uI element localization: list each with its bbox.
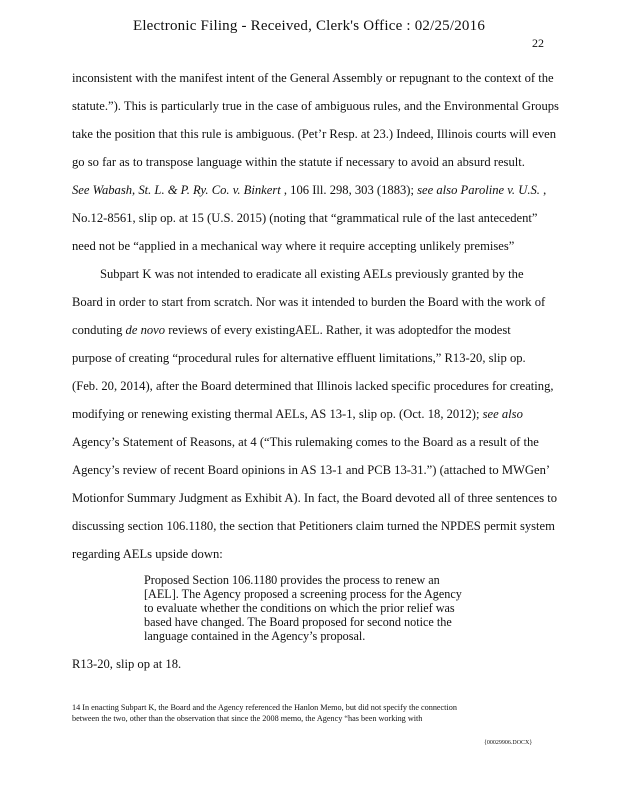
body-line: statute.”). This is particularly true in the case of ambiguous rules, and the Environmental Groups (72, 99, 559, 113)
body-line (72, 407, 523, 422)
italic-signal: see also (482, 407, 523, 421)
quote-citation: R13-20, slip op at 18. (72, 657, 182, 671)
body-line: purpose of creating “procedural rules for alternative effluent limitations,” R13-20, slip op. (72, 351, 526, 365)
body-line (72, 323, 511, 338)
citation-end: , (539, 183, 547, 197)
body-line: go so far as to transpose language within the statute if necessary to avoid an absurd result. (72, 155, 525, 169)
body-line: (Feb. 20, 2014), after the Board determined that Illinois lacked specific procedures for creating, (72, 379, 554, 393)
body-line: Agency’s review of recent Board opinions in AS 13-1 and PCB 13-31.”) (attached to MWGen’ (72, 463, 551, 477)
body-line: Subpart K was not intended to eradicate all existing AELs previously granted by the (100, 267, 524, 281)
body-line: Board in order to start from scratch. Nor was it intended to burden the Board with the work of (72, 295, 546, 309)
body-line: inconsistent with the manifest intent of the General Assembly or repugnant to the context of the (72, 71, 554, 85)
block-quote-line: Proposed Section 106.1180 provides the process to renew an (144, 573, 440, 587)
citation-reporter: , 106 Ill. 298, 303 (1883); (280, 183, 418, 197)
block-quote-line: language contained in the Agency’s proposal. (144, 629, 366, 643)
citation-line: need not be “applied in a mechanical way where it require accepting unlikely premises” (72, 239, 515, 253)
body-line: Agency’s Statement of Reasons, at 4 (“This rulemaking comes to the Board as a result of the (72, 435, 539, 449)
document-id: {00029906.DOCX} (484, 740, 533, 746)
text-run: conduting (72, 323, 126, 337)
block-quote-line: to evaluate whether the conditions on which the prior relief was (144, 601, 455, 615)
case-name-wabash: See Wabash, St. L. & P. Ry. Co. v. Binkert (72, 183, 281, 197)
block-quote-line: based have changed. The Board proposed for second notice the (144, 615, 452, 629)
body-line: discussing section 106.1180, the section that Petitioners claim turned the NPDES permit system (72, 519, 555, 533)
footnote-line: 14 In enacting Subpart K, the Board and the Agency referenced the Hanlon Memo, but did not specify the connection (72, 703, 457, 712)
page-number: 22 (532, 36, 544, 50)
body-line: take the position that this rule is ambiguous. (Pet’r Resp. at 23.) Indeed, Illinois courts will even (72, 127, 557, 141)
italic-term: de novo (125, 323, 166, 337)
footnote-line: between the two, other than the observation that since the 2008 memo, the Agency “has been working with (72, 714, 423, 723)
filing-stamp-header: Electronic Filing - Received, Clerk's Office : 02/25/2016 (132, 18, 486, 34)
block-quote-line: [AEL]. The Agency proposed a screening process for the Agency (144, 587, 462, 601)
case-name-paroline: see also Paroline v. U.S. (417, 183, 540, 197)
citation-line: No.12-8561, slip op. at 15 (U.S. 2015) (noting that “grammatical rule of the last antecedent” (72, 211, 538, 225)
text-run: reviews of every existingAEL. Rather, it was adoptedfor the modest (165, 323, 511, 337)
text-run: modifying or renewing existing thermal AELs, AS 13-1, slip op. (Oct. 18, 2012); (72, 407, 483, 421)
body-line: Motionfor Summary Judgment as Exhibit A). In fact, the Board devoted all of three sentences to (72, 491, 558, 505)
body-line: regarding AELs upside down: (72, 547, 223, 561)
citation-line (72, 183, 546, 198)
